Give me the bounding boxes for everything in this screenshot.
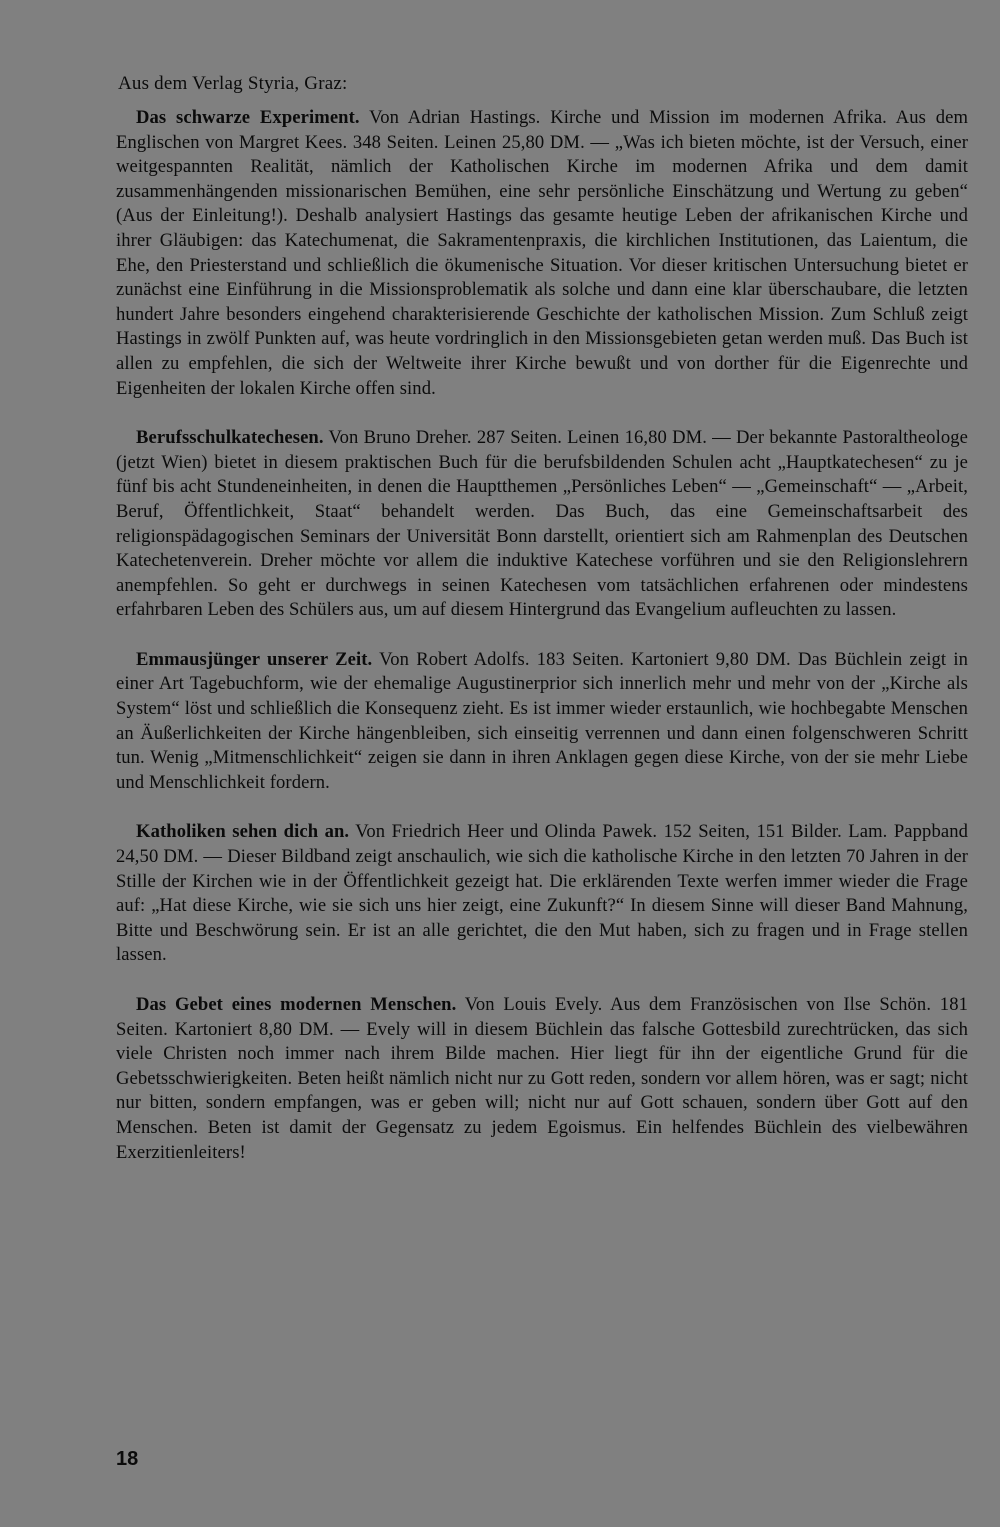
review-body: Von Louis Evely. Aus dem Französischen von Ilse Schön. 181 Seiten. Kartoniert 8,80 DM. — Evely will in diesem Büchlein das falsche Gottesbild zurechtrücken, das sich viele Christen noch immer nach ihrem Bilde machen. Hier liegt für ihn der eigentliche Grund für die Gebetsschwierigkeiten. Beten heißt nämlich nicht nur zu Gott reden, sondern vor allem hören, was er sagt; nicht nur bitten, sondern empfangen, was er geben will; nicht nur auf Gott schauen, sondern über Gott auf den Menschen. Beten ist damit der Gegensatz zu jedem Egoismus. Ein helfendes Büchlein des vielbewähren Exerzitienleiters!	[116, 994, 968, 1163]
publisher-line: Aus dem Verlag Styria, Graz:	[118, 73, 348, 94]
review-body: Von Adrian Hastings. Kirche und Mission im modernen Afrika. Aus dem Englischen von Margret Kees. 348 Seiten. Leinen 25,80 DM. — „Was ich bieten möchte, ist der Versuch, einer weitgespannten Realität, nämlich der Katholischen Kirche im modernen Afrika und dem damit zusammenhängenden missionarischen Bemühen, eine sehr persönliche Einschätzung und Wertung zu geben“ (Aus der Einleitung!). Deshalb analysiert Hastings das gesamte heutige Leben der afrikanischen Kirche und ihrer Gläubigen: das Katechumenat, die Sakramentenpraxis, die kirchlichen Institutionen, das Laientum, die Ehe, den Priesterstand und schließlich die ökumenische Situation. Vor dieser kritischen Untersuchung bietet er zunächst eine Einführung in die Missionsproblematik als solche und dann eine klar überschaubare, die letzten hundert Jahre besonders eingehend charakterisierende Geschichte der katholischen Mission. Zum Schluß zeigt Hastings in zwölf Punkten auf, was heute vordringlich in den Missionsgebieten getan werden muß. Das Buch ist allen zu empfehlen, die sich der Weltweite ihrer Kirche bewußt und von dorther für die Eigenrechte und Eigenheiten der lokalen Kirche offen sind.	[116, 107, 969, 399]
review-title: Das Gebet eines modernen Menschen.	[136, 994, 457, 1015]
review-das-gebet	[116, 993, 968, 1165]
review-title: Emmausjünger unserer Zeit.	[136, 648, 373, 670]
review-title: Berufsschulkatechesen.	[136, 427, 324, 449]
review-body: Von Friedrich Heer und Olinda Pawek. 152 Seiten, 151 Bilder. Lam. Pappband 24,50 DM. — Dieser Bildband zeigt anschaulich, wie sich die katholische Kirche in den letzten 70 Jahren in der Stille der Kirchen wie in der Öffentlichkeit gezeigt hat. Die erklärenden Texte werfen immer wieder die Frage auf: „Hat diese Kirche, wie sie sich uns hier zeigt, eine Zukunft?“ In diesem Sinne will dieser Band Mahnung, Bitte und Beschwörung sein. Er ist an alle gerichtet, die den Mut haben, sich zu fragen und in Frage stellen lassen.	[116, 821, 968, 966]
review-emmausjuenger	[116, 648, 968, 796]
review-berufsschulkatechesen	[116, 426, 968, 623]
page-number: 18	[116, 1448, 139, 1470]
page-content	[116, 72, 968, 1190]
review-katholiken-sehen-dich-an	[116, 820, 968, 968]
review-das-schwarze-experiment	[116, 106, 968, 401]
review-title: Das schwarze Experiment.	[136, 107, 360, 128]
review-body: Von Bruno Dreher. 287 Seiten. Leinen 16,80 DM. — Der bekannte Pastoraltheologe (jetzt Wien) bietet in diesem praktischen Buch für die berufsbildenden Schulen acht „Hauptkatechesen“ zu je fünf bis acht Stundeneinheiten, in denen die Hauptthemen „Persönliches Leben“ — „Gemeinschaft“ — „Arbeit, Beruf, Öffentlichkeit, Staat“ behandelt werden. Das Buch, das eine Gemeinschaftsarbeit des religionspädagogischen Seminars der Universität Bonn darstellt, orientiert sich am Rahmenplan des Deutschen Katechetenverein. Dreher möchte vor allem die induktive Katechese vorführen und sie den Religionslehrern anempfehlen. So geht er durchwegs in seinen Katechesen vom tatsächlichen erfahrenen oder mindestens erfahrbaren Leben des Schülers aus, um auf diesem Hintergrund das Evangelium aufleuchten zu lassen.	[116, 427, 968, 621]
review-title: Katholiken sehen dich an.	[136, 821, 350, 843]
review-body: Von Robert Adolfs. 183 Seiten. Kartoniert 9,80 DM. Das Büchlein zeigt in einer Art Tagebuchform, wie der ehemalige Augustinerprior sich innerlich mehr und mehr von der „Kirche als System“ löst und schließlich die Konsequenz zieht. Es ist immer wieder erstaunlich, wie hochbegabte Menschen an Äußerlichkeiten der Kirche hängenbleiben, sich einseitig verrennen und dann einen folgenschweren Schritt tun. Wenig „Mitmenschlichkeit“ zeigen sie dann in ihren Anklagen gegen diese Kirche, von der sie mehr Liebe und Menschlichkeit fordern.	[116, 648, 968, 793]
